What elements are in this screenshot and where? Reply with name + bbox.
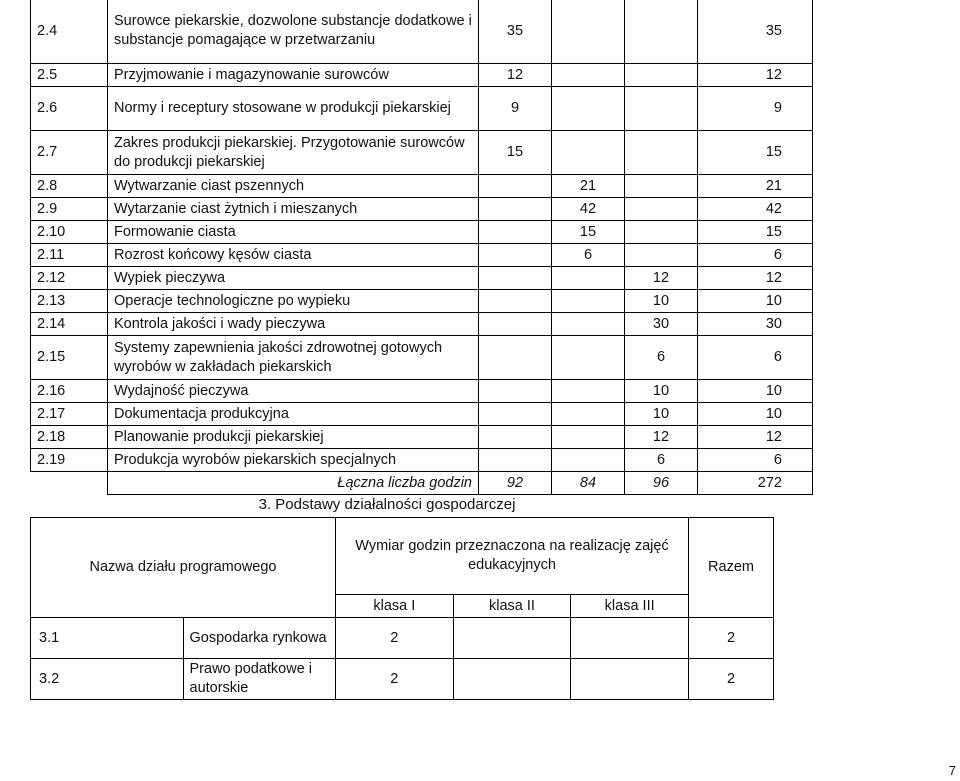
- table-row: [31, 175, 813, 198]
- row-number: 3.1: [31, 618, 184, 659]
- table-row: [31, 267, 813, 290]
- total-class-1: 92: [479, 472, 552, 495]
- table-row: [31, 336, 813, 380]
- row-name: Wytarzanie ciast żytnich i mieszanych: [108, 198, 479, 221]
- hours-class-1: [479, 403, 552, 426]
- hours-total: 9: [698, 87, 813, 131]
- row-number: 2.14: [31, 313, 108, 336]
- hours-class-1: 9: [479, 87, 552, 131]
- hours-total: 2: [689, 659, 774, 700]
- hours-class-2: [552, 380, 625, 403]
- hours-class-3: 30: [625, 313, 698, 336]
- hours-class-1: 15: [479, 131, 552, 175]
- row-name: Wypiek pieczywa: [108, 267, 479, 290]
- row-number: 2.6: [31, 87, 108, 131]
- hours-class-3: 10: [625, 290, 698, 313]
- row-name: Wytwarzanie ciast pszennych: [108, 175, 479, 198]
- table-row: [31, 221, 813, 244]
- total-class-3: 96: [625, 472, 698, 495]
- row-name: Operacje technologiczne po wypieku: [108, 290, 479, 313]
- row-name: Produkcja wyrobów piekarskich specjalnych: [108, 449, 479, 472]
- hours-total: 6: [698, 244, 813, 267]
- total-class-2: 84: [552, 472, 625, 495]
- hours-class-3: 12: [625, 426, 698, 449]
- table-row: [31, 449, 813, 472]
- hours-class-1: [479, 267, 552, 290]
- row-name: Dokumentacja produkcyjna: [108, 403, 479, 426]
- hours-total: 10: [698, 403, 813, 426]
- hours-total: 6: [698, 449, 813, 472]
- row-number: 2.9: [31, 198, 108, 221]
- hours-class-1: [479, 221, 552, 244]
- row-number: 2.16: [31, 380, 108, 403]
- hours-class-2: [453, 659, 571, 700]
- hours-class-3: [625, 64, 698, 87]
- row-name: Zakres produkcji piekarskiej. Przygotowanie surowców do produkcji piekarskiej: [108, 131, 479, 175]
- hours-total: 12: [698, 267, 813, 290]
- hours-class-1: [479, 313, 552, 336]
- table-row: [31, 198, 813, 221]
- hours-class-1: 2: [336, 618, 454, 659]
- empty-cell: [31, 472, 108, 495]
- business-basics-table: [30, 517, 774, 700]
- hours-class-3: [625, 131, 698, 175]
- row-name: Wydajność pieczywa: [108, 380, 479, 403]
- hours-class-1: [479, 380, 552, 403]
- hours-class-2: [453, 618, 571, 659]
- hours-class-3: [625, 0, 698, 64]
- row-name: Przyjmowanie i magazynowanie surowców: [108, 64, 479, 87]
- row-number: 2.5: [31, 64, 108, 87]
- hours-class-1: [479, 426, 552, 449]
- row-number: 2.12: [31, 267, 108, 290]
- hours-class-3: [571, 659, 689, 700]
- row-number: 2.13: [31, 290, 108, 313]
- row-number: 2.19: [31, 449, 108, 472]
- hours-class-1: [479, 244, 552, 267]
- row-number: 2.4: [31, 0, 108, 64]
- row-name: Formowanie ciasta: [108, 221, 479, 244]
- row-number: 2.11: [31, 244, 108, 267]
- table-row: [31, 87, 813, 131]
- hours-total: 2: [689, 618, 774, 659]
- hours-class-1: [479, 175, 552, 198]
- hours-class-2: [552, 449, 625, 472]
- hours-class-1: 12: [479, 64, 552, 87]
- hours-total: 15: [698, 131, 813, 175]
- hours-total: 12: [698, 426, 813, 449]
- hours-class-1: [479, 198, 552, 221]
- hours-class-3: [625, 198, 698, 221]
- hours-class-3: 6: [625, 449, 698, 472]
- row-name: Kontrola jakości i wady pieczywa: [108, 313, 479, 336]
- curriculum-hours-table: [30, 0, 813, 495]
- row-name: Prawo podatkowe i autorskie: [183, 659, 336, 700]
- hours-total: 30: [698, 313, 813, 336]
- hours-class-3: 12: [625, 267, 698, 290]
- row-number: 3.2: [31, 659, 184, 700]
- table-row: [31, 0, 813, 64]
- hours-class-3: [625, 221, 698, 244]
- hours-class-2: [552, 64, 625, 87]
- row-name: Surowce piekarskie, dozwolone substancje dodatkowe i substancje pomagające w przetwarzaniu: [108, 0, 479, 64]
- hours-class-2: 6: [552, 244, 625, 267]
- row-number: 2.8: [31, 175, 108, 198]
- hours-total: 6: [698, 336, 813, 380]
- hours-class-2: [552, 0, 625, 64]
- row-number: 2.17: [31, 403, 108, 426]
- row-number: 2.7: [31, 131, 108, 175]
- row-name: Gospodarka rynkowa: [183, 618, 336, 659]
- header-class-3: klasa III: [571, 595, 689, 618]
- header-class-1: klasa I: [336, 595, 454, 618]
- hours-class-2: 42: [552, 198, 625, 221]
- table-row: [31, 313, 813, 336]
- table-row: [31, 659, 774, 700]
- table-row: [31, 290, 813, 313]
- hours-class-2: [552, 313, 625, 336]
- hours-class-3: 6: [625, 336, 698, 380]
- hours-total: 21: [698, 175, 813, 198]
- hours-class-3: [625, 87, 698, 131]
- section-title: 3. Podstawy działalności gospodarczej: [258, 496, 516, 513]
- table-header-row: [31, 518, 774, 595]
- header-class-2: klasa II: [453, 595, 571, 618]
- hours-class-2: 15: [552, 221, 625, 244]
- hours-class-3: [625, 175, 698, 198]
- row-name: Planowanie produkcji piekarskiej: [108, 426, 479, 449]
- hours-class-2: [552, 336, 625, 380]
- hours-class-2: [552, 403, 625, 426]
- header-section-name: Nazwa działu programowego: [31, 518, 336, 618]
- header-hours: Wymiar godzin przeznaczona na realizację zajęć edukacyjnych: [336, 518, 689, 595]
- row-name: Systemy zapewnienia jakości zdrowotnej gotowych wyrobów w zakładach piekarskich: [108, 336, 479, 380]
- header-total: Razem: [689, 518, 774, 618]
- table-row: [31, 131, 813, 175]
- hours-total: 35: [698, 0, 813, 64]
- hours-class-2: [552, 87, 625, 131]
- hours-class-2: [552, 131, 625, 175]
- page-number: 7: [948, 763, 956, 778]
- hours-class-3: [625, 244, 698, 267]
- hours-total: 12: [698, 64, 813, 87]
- row-name: Normy i receptury stosowane w produkcji piekarskiej: [108, 87, 479, 131]
- grand-total: 272: [698, 472, 813, 495]
- table-row: [31, 618, 774, 659]
- hours-class-1: [479, 290, 552, 313]
- hours-total: 10: [698, 380, 813, 403]
- hours-class-3: 10: [625, 380, 698, 403]
- hours-class-1: [479, 449, 552, 472]
- table-row: [31, 403, 813, 426]
- hours-total: 15: [698, 221, 813, 244]
- hours-class-3: [571, 618, 689, 659]
- row-number: 2.10: [31, 221, 108, 244]
- row-name: Rozrost końcowy kęsów ciasta: [108, 244, 479, 267]
- hours-total: 42: [698, 198, 813, 221]
- row-number: 2.18: [31, 426, 108, 449]
- table-row: [31, 244, 813, 267]
- table-row: [31, 426, 813, 449]
- hours-class-2: [552, 267, 625, 290]
- hours-class-1: 35: [479, 0, 552, 64]
- hours-class-1: 2: [336, 659, 454, 700]
- hours-class-2: 21: [552, 175, 625, 198]
- hours-total: 10: [698, 290, 813, 313]
- hours-class-2: [552, 290, 625, 313]
- hours-class-2: [552, 426, 625, 449]
- total-hours-label: Łączna liczba godzin: [108, 472, 479, 495]
- hours-class-1: [479, 336, 552, 380]
- table-row: [31, 380, 813, 403]
- summary-row: [31, 472, 813, 495]
- hours-class-3: 10: [625, 403, 698, 426]
- row-number: 2.15: [31, 336, 108, 380]
- table-row: [31, 64, 813, 87]
